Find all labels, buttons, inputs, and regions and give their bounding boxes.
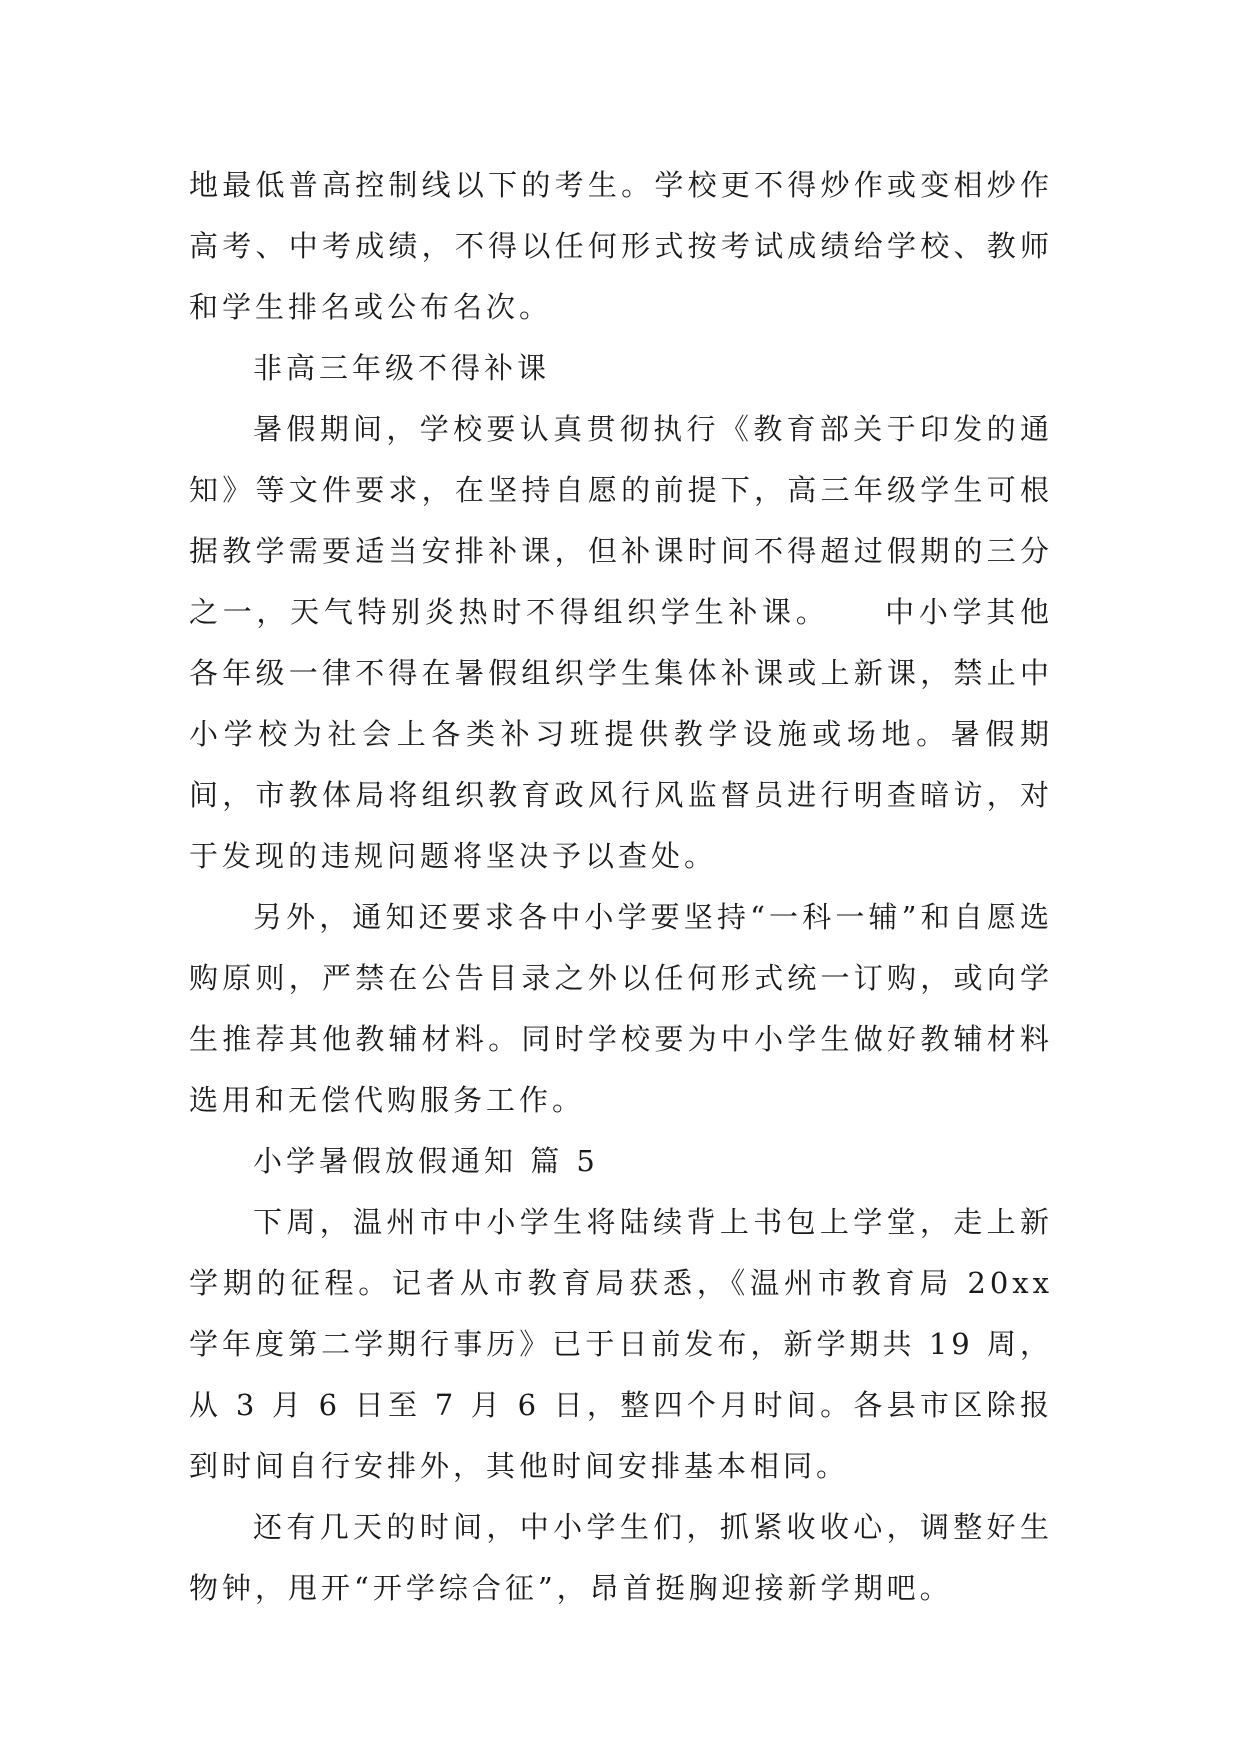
section-heading-article-5: 小学暑假放假通知 篇 5 xyxy=(253,1144,599,1178)
paragraph-closing: 还有几天的时间，中小学生们，抓紧收收心，调整好生物钟，甩开“开学综合征”，昂首挺胸迎接新学期吧。 xyxy=(189,1510,1053,1605)
paragraph-continuation: 地最低普高控制线以下的考生。学校更不得炒作或变相炒作高考、中考成绩，不得以任何形式按考试成绩给学校、教师和学生排名或公布名次。 xyxy=(189,168,1053,324)
paragraph-summer-vacation-rules: 暑假期间，学校要认真贯彻执行《教育部关于印发的通知》等文件要求，在坚持自愿的前提下，高三年级学生可根据教学需要适当安排补课，但补课时间不得超过假期的三分之一，天气特别炎热时不得组织学生补课。 中小学其他各年级一律不得在暑假组织学生集体补课或上新课，禁止中小学校为社会上各类补习班提供教学设施或场地。暑假期间，市教体局将组织教育政风行风监督员进行明查暗访，对于发现的违规问题将坚决予以查处。 xyxy=(189,412,1053,873)
document-body xyxy=(189,155,1067,1619)
paragraph-new-semester: 下周，温州市中小学生将陆续背上书包上学堂，走上新学期的征程。记者从市教育局获悉，《温州市教育局 20xx 学年度第二学期行事历》已于日前发布，新学期共 19 周，从 3 月 6 日至 7 月 6 日，整四个月时间。各县市区除报到时间自行安排外，其他时间安排基本相同。 xyxy=(189,1205,1067,1483)
section-heading-no-makeup-classes: 非高三年级不得补课 xyxy=(253,351,551,385)
paragraph-teaching-materials: 另外，通知还要求各中小学要坚持“一科一辅”和自愿选购原则，严禁在公告目录之外以任何形式统一订购，或向学生推荐其他教辅材料。同时学校要为中小学生做好教辅材料选用和无偿代购服务工作。 xyxy=(189,900,1053,1117)
